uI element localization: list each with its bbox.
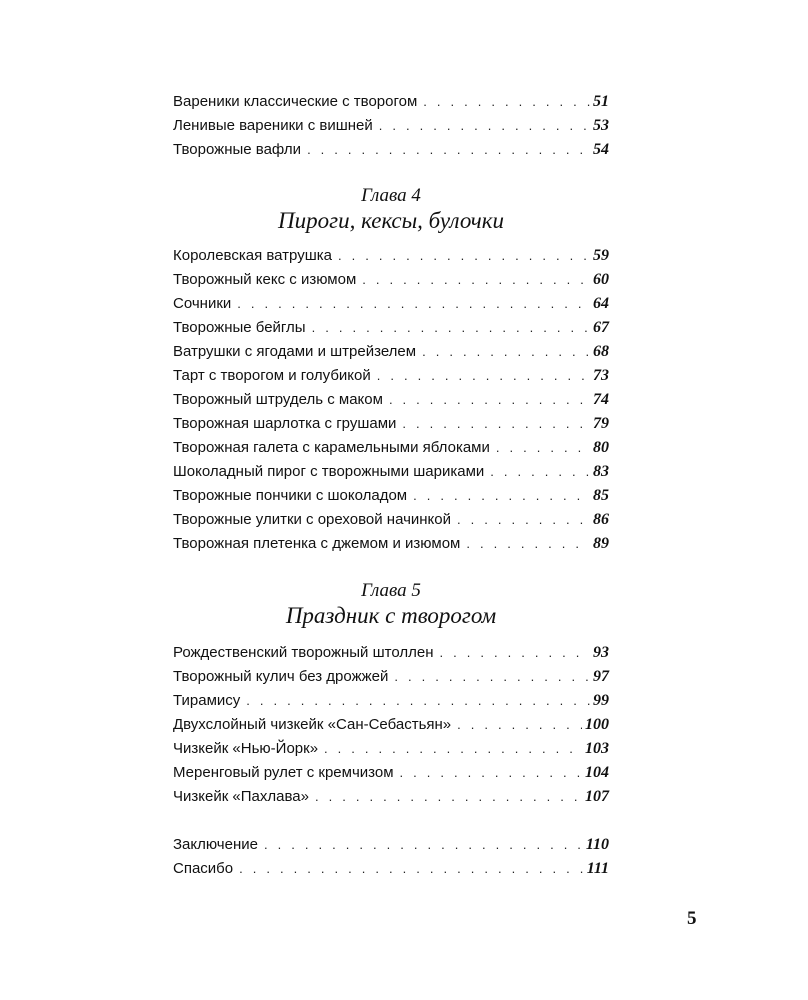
toc-entry-title: Меренговый рулет с кремчизом bbox=[173, 764, 394, 781]
toc-entry[interactable] bbox=[173, 412, 609, 436]
toc-entry-page: 99 bbox=[593, 692, 609, 709]
toc-entry[interactable] bbox=[173, 737, 609, 761]
toc-entry-page: 59 bbox=[593, 247, 609, 264]
toc-entry[interactable] bbox=[173, 90, 609, 114]
toc-entry-title: Творожный штрудель с маком bbox=[173, 391, 383, 408]
toc-entry-page: 93 bbox=[593, 644, 609, 661]
toc-entry-page: 64 bbox=[593, 295, 609, 312]
toc-section-chapter-4 bbox=[173, 244, 609, 556]
toc-entry-page: 67 bbox=[593, 319, 609, 336]
toc-entry[interactable] bbox=[173, 761, 609, 785]
toc-entry[interactable] bbox=[173, 508, 609, 532]
toc-entry-page: 74 bbox=[593, 391, 609, 408]
toc-entry-page: 103 bbox=[585, 740, 609, 757]
toc-entry[interactable] bbox=[173, 857, 609, 881]
chapter-heading-5 bbox=[173, 580, 609, 630]
toc-entry-title: Рождественский творожный штоллен bbox=[173, 644, 434, 661]
toc-entry-page: 53 bbox=[593, 117, 609, 134]
toc-entry[interactable] bbox=[173, 641, 609, 665]
toc-entry-title: Заключение bbox=[173, 836, 258, 853]
toc-entry[interactable] bbox=[173, 244, 609, 268]
toc-entry-title: Творожная шарлотка с грушами bbox=[173, 415, 397, 432]
toc-entry-title: Тарт с творогом и голубикой bbox=[173, 367, 371, 384]
toc-entry-title: Творожные пончики с шоколадом bbox=[173, 487, 408, 504]
toc-section-chapter-5 bbox=[173, 641, 609, 809]
toc-entry[interactable] bbox=[173, 436, 609, 460]
toc-entry-title: Королевская ватрушка bbox=[173, 247, 332, 264]
toc-entry-page: 104 bbox=[585, 764, 609, 781]
toc-entry-page: 68 bbox=[593, 343, 609, 360]
toc-entry-page: 107 bbox=[585, 788, 609, 805]
page-number: 5 bbox=[687, 908, 697, 929]
leader-dots bbox=[237, 292, 590, 316]
leader-dots bbox=[400, 761, 582, 785]
toc-entry[interactable] bbox=[173, 689, 609, 713]
leader-dots bbox=[312, 316, 590, 340]
leader-dots bbox=[440, 641, 591, 665]
leader-dots bbox=[246, 689, 590, 713]
toc-entry-title: Спасибо bbox=[173, 860, 234, 877]
toc-entry[interactable] bbox=[173, 388, 609, 412]
toc-entry-title: Чизкейк «Пахлава» bbox=[173, 788, 309, 805]
toc-section-1 bbox=[173, 90, 609, 162]
toc-entry[interactable] bbox=[173, 833, 609, 857]
toc-entry-title: Ленивые вареники с вишней bbox=[173, 117, 373, 134]
toc-entry-title: Вареники классические с творогом bbox=[173, 93, 418, 110]
toc-entry[interactable] bbox=[173, 460, 609, 484]
toc-entry-page: 110 bbox=[585, 836, 609, 853]
leader-dots bbox=[423, 90, 590, 114]
toc-entry-title: Ватрушки с ягодами и штрейзелем bbox=[173, 343, 417, 360]
leader-dots bbox=[239, 857, 584, 881]
toc-entry[interactable] bbox=[173, 713, 609, 737]
toc-entry-page: 51 bbox=[593, 93, 609, 110]
toc-entry-title: Тирамису bbox=[173, 692, 241, 709]
leader-dots bbox=[490, 460, 590, 484]
leader-dots bbox=[324, 737, 582, 761]
toc-entry-title: Творожный кулич без дрожжей bbox=[173, 668, 389, 685]
toc-entry-page: 83 bbox=[593, 463, 609, 480]
leader-dots bbox=[402, 412, 590, 436]
toc-entry-page: 111 bbox=[586, 860, 609, 877]
toc-entry[interactable] bbox=[173, 138, 609, 162]
toc-entry-page: 79 bbox=[593, 415, 609, 432]
toc-entry-page: 100 bbox=[585, 716, 609, 733]
toc-entry-title: Творожные вафли bbox=[173, 141, 302, 158]
toc-entry[interactable] bbox=[173, 665, 609, 689]
chapter-heading-4 bbox=[173, 185, 609, 235]
toc-entry[interactable] bbox=[173, 785, 609, 809]
toc-entry[interactable] bbox=[173, 340, 609, 364]
leader-dots bbox=[338, 244, 590, 268]
toc-entry[interactable] bbox=[173, 114, 609, 138]
toc-entry[interactable] bbox=[173, 268, 609, 292]
toc-entry[interactable] bbox=[173, 484, 609, 508]
toc-entry-title: Творожные улитки с ореховой начинкой bbox=[173, 511, 452, 528]
toc-entry-page: 54 bbox=[593, 141, 609, 158]
toc-entry-title: Творожный кекс с изюмом bbox=[173, 271, 357, 288]
leader-dots bbox=[496, 436, 590, 460]
toc-entry-title: Сочники bbox=[173, 295, 232, 312]
leader-dots bbox=[457, 713, 582, 737]
toc-entry[interactable] bbox=[173, 532, 609, 556]
chapter-number: Глава 5 bbox=[361, 580, 421, 601]
toc-entry[interactable] bbox=[173, 292, 609, 316]
toc-section-closing bbox=[173, 833, 609, 881]
toc-entry-page: 89 bbox=[593, 535, 609, 552]
toc-entry-page: 85 bbox=[593, 487, 609, 504]
leader-dots bbox=[466, 532, 590, 556]
leader-dots bbox=[264, 833, 583, 857]
leader-dots bbox=[413, 484, 590, 508]
leader-dots bbox=[307, 138, 590, 162]
toc-entry-page: 80 bbox=[593, 439, 609, 456]
toc-entry-title: Творожная галета с карамельными яблоками bbox=[173, 439, 490, 456]
toc-entry-title: Шоколадный пирог с творожными шариками bbox=[173, 463, 485, 480]
leader-dots bbox=[315, 785, 582, 809]
toc-entry-title: Двухслойный чизкейк «Сан-Себастьян» bbox=[173, 716, 452, 733]
leader-dots bbox=[389, 388, 590, 412]
leader-dots bbox=[362, 268, 590, 292]
chapter-title: Праздник с творогом bbox=[285, 603, 497, 628]
toc-entry-title: Творожная плетенка с джемом и изюмом bbox=[173, 535, 461, 552]
leader-dots bbox=[422, 340, 590, 364]
toc-entry-page: 73 bbox=[593, 367, 609, 384]
toc-entry-page: 97 bbox=[593, 668, 609, 685]
leader-dots bbox=[457, 508, 590, 532]
toc-entry[interactable] bbox=[173, 316, 609, 340]
leader-dots bbox=[379, 114, 590, 138]
chapter-number: Глава 4 bbox=[361, 185, 421, 206]
toc-entry[interactable] bbox=[173, 364, 609, 388]
toc-entry-page: 86 bbox=[593, 511, 609, 528]
chapter-title: Пироги, кексы, булочки bbox=[278, 208, 504, 233]
leader-dots bbox=[377, 364, 590, 388]
toc-entry-title: Творожные бейглы bbox=[173, 319, 306, 336]
toc-entry-title: Чизкейк «Нью-Йорк» bbox=[173, 740, 319, 757]
leader-dots bbox=[394, 665, 590, 689]
toc-entry-page: 60 bbox=[593, 271, 609, 288]
